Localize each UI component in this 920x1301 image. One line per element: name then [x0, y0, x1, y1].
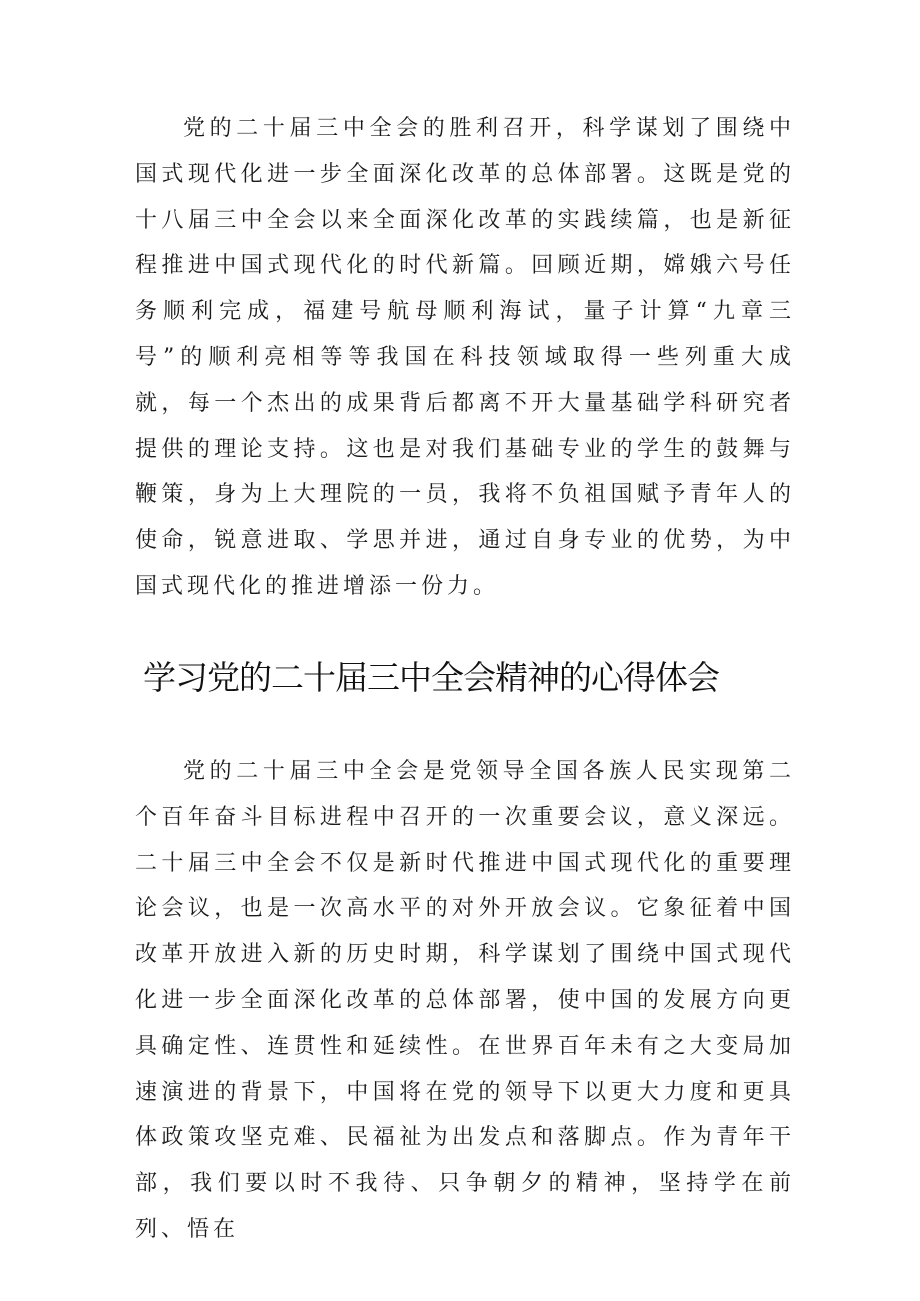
body-paragraph: 党的二十届三中全会的胜利召开，科学谋划了围绕中国式现代化进一步全面深化改革的总体部署。这既是党的十八届三中全会以来全面深化改革的实践续篇，也是新征程推进中国式现代化的时代新篇。回顾近期，嫦娥六号任务顺利完成，福建号航母顺利海试，量子计算“九章三号”的顺利亮相等等我国在科技领域取得一些列重大成就，每一个杰出的成果背后都离不开大量基础学科研究者提供的理论支持。这也是对我们基础专业的学生的鼓舞与鞭策，身为上大理院的一员，我将不负祖国赋予青年人的使命，锐意进取、学思并进，通过自身专业的优势，为中国式现代化的推进增添一份力。: [135, 116, 795, 599]
section-heading: 学习党的二十届三中全会精神的心得体会: [143, 658, 719, 697]
body-paragraph: 党的二十届三中全会是党领导全国各族人民实现第二个百年奋斗目标进程中召开的一次重要会议，意义深远。二十届三中全会不仅是新时代推进中国式现代化的重要理论会议，也是一次高水平的对外开放会议。它象征着中国改革开放进入新的历史时期，科学谋划了围绕中国式现代化进一步全面深化改革的总体部署，使中国的发展方向更具确定性、连贯性和延续性。在世界百年未有之大变局加速演进的背景下，中国将在党的领导下以更大力度和更具体政策攻坚克难、民福祉为出发点和落脚点。作为青年干部，我们要以时不我待、只争朝夕的精神，坚持学在前列、悟在: [135, 759, 795, 1242]
